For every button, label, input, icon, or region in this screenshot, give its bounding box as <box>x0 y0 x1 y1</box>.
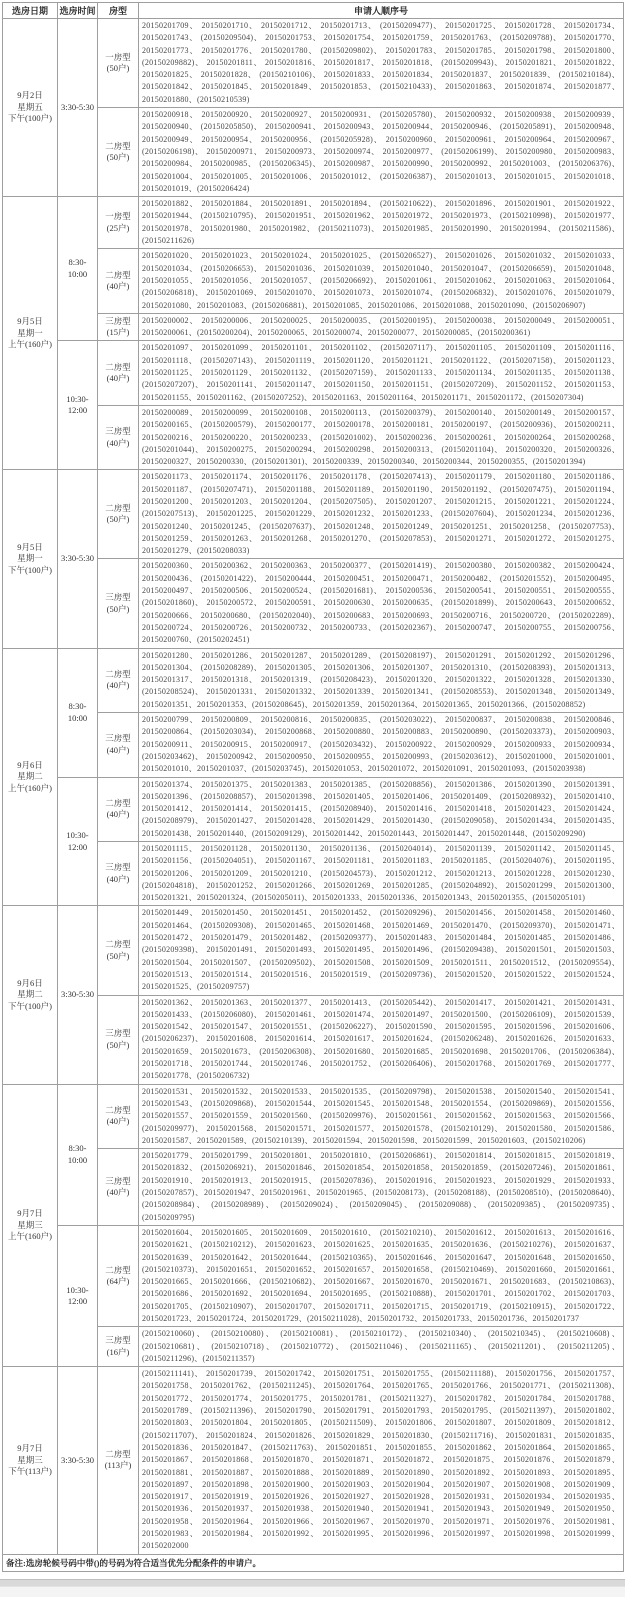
selection-date-cell <box>3 197 58 470</box>
selection-date-cell <box>3 19 58 197</box>
room-row <box>3 470 624 559</box>
applicant-numbers-cell: 20150201449、 20150201450、 20150201451、 20150201452、 (20150209296)、 20150201456、 20150201458、 20150201460、 20150201464、 (20150209308)、 20150201465、 20150201468、 20150201469、 20150201470、 (20150209370)、 20150201471、 20150201472、 20150201479、 20150201482、 (20150209377)、 20150201483、 20150201484、 20150201485、 20150201486、 (20150209398)、 20150201491、 20150201493、 20150201495、 20150201496、 (20150209438)、 20150201501、 20150201503、 20150201504、 20150201507、 (20150209502)、 20150201508、 20150201509、 20150201511、 20150201512、 (20150209554)、 20150201513、 20150201514、 20150201516、 20150201519、 (20150209736)、 20150201520、 20150201522、 20150201524、 20150201525、(20150209757) <box>139 906 624 995</box>
room-type-label: 二房型 <box>105 1104 131 1115</box>
room-type-label: 一房型 <box>105 211 131 222</box>
room-type-cell <box>98 197 139 249</box>
selection-date-line: 9月2日 <box>17 90 43 101</box>
room-row <box>3 19 624 108</box>
column-header-date: 选房日期 <box>3 3 58 19</box>
applicant-numbers-cell: 20150201362、 20150201363、 20150201377、 20150201413、 (20150205442)、 20150201417、 20150201421、 20150201431、 20150201433、 (20150206080)、 20150201461、 20150201474、 20150201497、 20150201500、 (20150206109)、 20150201539、 20150201542、 20150201547、 20150201551、 (20150206227)、 20150201590、 20150201595、 20150201596、 20150201606、 (20150206237)、 20150201608、 20150201614、 20150201617、 20150201624、 (20150206248)、 20150201626、 20150201633、 20150201659、 20150201673、 (20150206308)、 20150201680、 20150201685、 20150201698、 20150201706、 (20150206384)、 20150201718、 20150201744、 20150201746、 20150201752、 (20150206406)、 20150201768、 20150201769、 20150201777、 20150201778、(20150206732) <box>139 995 624 1084</box>
room-type-label: 三房型 <box>105 315 131 326</box>
selection-date-line: 星期三 <box>17 1454 43 1465</box>
applicant-numbers-cell: 20150200089、 20150200099、 20150200108、 20150200113、 (20150200379)、 20150200140、 20150200149、 20150200157、 20150200165、 (20150200579)、 20150200177、 20150200178、 20150200181、 20150200197、 (20150200936)、 20150200211、 20150200216、 20150200220、 20150200233、 (20150201002)、 20150200236、 20150200261、 20150200264、 20150200268、 (20150201044)、 20150200275、 20150200294、 20150200298、 20150200313、 (20150201104)、 20150200320、 20150200326、 20150200327、20150200330、(20150201301)、20150200339、20150200340、20150200344、20150200355、(20150201394) <box>139 405 624 469</box>
room-type-label: 二房型 <box>105 1448 131 1459</box>
room-type-label: 三房型 <box>105 733 131 744</box>
room-type-cell <box>98 1084 139 1148</box>
selection-date-line: 9月7日 <box>17 1208 43 1219</box>
room-type-label: 三房型 <box>105 592 131 602</box>
room-count-label: (50户) <box>106 603 130 614</box>
selection-time-cell: 3:30-5:30 <box>58 470 98 648</box>
selection-date-line: 9月7日 <box>17 1443 43 1454</box>
selection-schedule-table <box>2 2 624 1572</box>
selection-date-line: 星期五 <box>17 101 43 112</box>
page-bottom-band <box>0 1579 625 1587</box>
room-type-cell <box>98 995 139 1084</box>
header-row <box>3 3 624 19</box>
selection-time-cell: 8:30-10:00 <box>58 648 98 777</box>
room-count-label: (40户) <box>106 437 130 448</box>
selection-time-cell: 3:30-5:30 <box>58 19 98 197</box>
selection-date-line: 星期二 <box>17 771 43 782</box>
room-type-label: 三房型 <box>105 426 131 437</box>
selection-date-cell <box>3 470 58 648</box>
applicant-numbers-cell: (20150211141)、 20150201739、 20150201742、 20150201751、 20150201755、 (20150211188)、 20150201756、 20150201757、 20150201758、 20150201762、 (20150211245)、 20150201764、 20150201765、 20150201766、 20150201771、 (20150211308)、 20150201772、 20150201774、 20150201775、 20150201781、 (20150211327)、 20150201782、 20150201784、 20150201788、 20150201789、 (20150211396)、 20150201790、 20150201791、 20150201793、 20150201795、 (20150211397)、 20150201802、 20150201803、 20150201804、 20150201805、 (20150211509)、 20150201806、 20150201807、 20150201809、 20150201812、 (20150211707)、 20150201824、 20150201826、 20150201829、 20150201830、 (20150211716)、 20150201831、 20150201835、 20150201836、 20150201847、 (20150211763)、 20150201851、 20150201855、 20150201862、 20150201864、 20150201865、 20150201867、 20150201868、 20150201870、 20150201871、 20150201872、 20150201875、 20150201876、 20150201879、 20150201881、 20150201887、 20150201888、 20150201889、 20150201890、 20150201892、 20150201893、 20150201895、 20150201897、 20150201898、 20150201900、 20150201903、 20150201904、 20150201907、 20150201908、 20150201909、 20150201917、 20150201919、 20150201926、 20150201927、 20150201928、 20150201931、 20150201934、 20150201935、 20150201936、 20150201937、 20150201938、 20150201940、 20150201941、 20150201943、 20150201949、 20150201950、 20150201958、 20150201964、 20150201966、 20150201967、 20150201970、 20150201971、 20150201976、 20150201981、 20150201983、 20150201984、 20150201992、 20150201995、 20150201996、 20150201997、 20150201998、 20150201999、 20150202000 <box>139 1367 624 1554</box>
room-count-label: (50户) <box>106 1039 130 1050</box>
footer-row <box>3 1554 624 1571</box>
room-count-label: (40户) <box>106 373 130 384</box>
selection-date-line: 星期三 <box>17 1219 43 1230</box>
room-type-cell <box>98 713 139 777</box>
applicant-numbers-cell: 20150200799、 20150200809、 20150200816、 20150200835、 (20150203022)、 20150200837、 20150200838、 20150200846、 20150200864、 (20150203034)、 20150200868、 20150200880、 20150200883、 20150200890、 (20150203373)、 20150200903、 20150200911、 20150200915、 20150200917、 (20150203432)、 20150200922、 20150200929、 20150200933、 20150200934、 (20150203462)、 20150200942、 20150200950、 20150200955、 20150200993、 (20150203612)、 20150201000、 20150201001、 20150201010、20150201037、(20150203745)、20150201053、20150201072、20150201091、20150201093、(20150203938) <box>139 713 624 777</box>
room-type-cell <box>98 19 139 108</box>
applicant-numbers-cell: 20150201280、 20150201286、 20150201287、 20150201289、 (20150208197)、 20150201291、 20150201292、 20150201296、 20150201304、 (20150208289)、 20150201305、 20150201306、 20150201307、 20150201310、 (20150208393)、 20150201313、 20150201317、 20150201318、 20150201319、 (20150208423)、 20150201320、 20150201322、 20150201328、 20150201330、 (20150208524)、 20150201331、 20150201332、 20150201339、 20150201341、 (20150208553)、 20150201348、 20150201349、 20150201351、20150201353、(20150208645)、20150201359、20150201364、20150201365、20150201366、(20150208852) <box>139 648 624 712</box>
room-count-label: (50户) <box>106 152 130 163</box>
applicant-numbers-cell: 20150201604、 20150201605、 20150201609、 20150201610、 (20150210210)、 20150201612、 20150201613、 20150201616、 20150201621、 (20150210212)、 20150201623、 20150201625、 20150201635、 20150201636、 (20150210276)、 20150201637、 20150201639、 20150201642、 20150201644、 (20150210365)、 20150201646、 20150201647、 20150201648、 20150201650、 (20150210373)、 20150201651、 20150201652、 20150201657、 20150201658、 (20150210469)、 20150201660、 20150201661、 20150201665、 20150201666、 (20150210682)、 20150201667、 20150201670、 20150201671、 20150201683、 (20150210863)、 20150201686、 20150201692、 20150201694、 20150201695、 (20150210888)、 20150201701、 20150201702、 20150201703、 20150201705、 (20150210907)、 20150201707、 20150201711、 20150201715、 20150201719、 (20150210915)、 20150201722、 20150201723、20150201724、20150201729、(20150211028)、20150201732、20150201733、20150201736、20150201737 <box>139 1225 624 1326</box>
room-row <box>3 906 624 995</box>
room-type-cell <box>98 470 139 559</box>
room-type-cell <box>98 1367 139 1554</box>
selection-date-line: 下午(100户) <box>8 1000 52 1011</box>
selection-date-line: 9月6日 <box>17 759 43 770</box>
room-count-label: (16户) <box>106 1346 130 1357</box>
room-count-label: (40户) <box>106 873 130 884</box>
room-type-label: 二房型 <box>105 1264 131 1275</box>
room-row <box>3 777 624 841</box>
room-count-label: (113户) <box>104 1460 132 1471</box>
applicant-numbers-cell: 20150201115、 20150201128、 20150201130、 20150201136、 (20150204014)、 20150201139、 20150201142、 20150201145、 20150201156、 (20150204051)、 20150201167、 20150201181、 20150201183、 20150201185、 (20150204076)、 20150201195、 20150201206、 20150201209、 20150201210、 (20150204573)、 20150201212、 20150201213、 20150201228、 20150201230、 (20150204818)、 20150201252、 20150201266、 20150201269、 20150201285、 (20150204892)、 20150201299、 20150201300、 20150201321、20150201324、(20150205011)、20150201333、20150201336、20150201343、20150201355、(20150205101) <box>139 842 624 906</box>
selection-date-cell <box>3 1367 58 1554</box>
applicant-numbers-cell: 20150201779、 20150201799、 20150201801、 20150201810、 (20150206861)、 20150201814、 20150201815、 20150201819、 20150201832、 (20150206921)、 20150201846、 20150201854、 20150201858、 20150201859、 (20150207246)、 20150201861、 20150201910、 20150201913、 20150201915、 (20150207836)、 20150201916、 20150201923、 20150201929、 20150201933、 (20150207857)、20150201947、20150201961、20150201965、(20150208173)、(20150208188)、(20150208510)、(20150208640)、 (20150208984)、 (20150208989)、 (20150209024)、 (20150209045)、 (20150209088)、 (20150209385)、 (20150209735)、 (20150209795) <box>139 1149 624 1226</box>
applicant-numbers-cell: 20150201173、 20150201174、 20150201176、 20150201178、 (20150207413)、 20150201179、 20150201180、 20150201186、 20150201187、 (20150207471)、 20150201188、 20150201189、 20150201190、 20150201192、 (20150207475)、 20150201194、 20150201200、 20150201203、 20150201204、 (20150207505)、 20150201207、 20150201215、 20150201221、 20150201224、 (20150207513)、 20150201225、 20150201229、 20150201232、 20150201233、 (20150207604)、 20150201234、 20150201236、 20150201240、 20150201245、 (20150207637)、 20150201248、 20150201249、 20150201251、 20150201258、 (20150207753)、 20150201259、 20150201263、 20150201268、 20150201270、 (20150207853)、 20150201271、 20150201272、 20150201275、 20150201279、(20150208033) <box>139 470 624 559</box>
selection-date-line: 星期一 <box>17 327 43 338</box>
selection-time-cell: 3:30-5:30 <box>58 1367 98 1554</box>
room-type-label: 二房型 <box>105 502 131 513</box>
room-type-label: 二房型 <box>105 797 131 808</box>
selection-time-cell: 8:30-10:00 <box>58 197 98 341</box>
room-type-cell <box>98 559 139 648</box>
applicant-numbers-cell: 20150201531、 20150201532、 20150201533、 20150201535、 (20150209798)、 20150201538、 20150201540、 20150201541、 20150201543、 (20150209868)、 20150201544、 20150201545、 20150201548、 20150201554、 (20150209869)、 20150201556、 20150201557、 20150201559、 20150201560、 (20150209976)、 20150201561、 20150201562、 20150201563、 20150201566、 (20150209977)、 20150201568、 20150201571、 20150201577、 20150201578、 (20150210129)、 20150201580、 20150201586、 20150201587、20150201589、(20150210139)、20150201594、20150201598、20150201599、20150201603、(20150210206) <box>139 1084 624 1148</box>
applicant-numbers-cell: 20150201020、 20150201023、 20150201024、 20150201025、 (20150206527)、 20150201026、 20150201032、 20150201033、 20150201034、 (20150206653)、 20150201036、 20150201039、 20150201040、 20150201047、 (20150206659)、 20150201048、 20150201055、 20150201056、 20150201057、 (20150206692)、 20150201061、 20150201062、 20150201063、 20150201064、 (20150206818)、 20150201069、 20150201070、 20150201073、 20150201074、 (20150206832)、 20150201076、 20150201079、 20150201080、20150201083、(20150206881)、20150201085、20150201086、20150201088、20150201090、(20150206907) <box>139 249 624 313</box>
room-type-cell <box>98 1327 139 1367</box>
room-count-label: (50户) <box>106 63 130 74</box>
remark-note: 备注:选房轮候号码中带()的号码为符合适当优先分配条件的申请户。 <box>3 1554 624 1571</box>
applicant-numbers-cell: (20150210060)、 (20150210080)、 (20150210081)、 (20150210172)、 (20150210340)、 (20150210345)、 (20150210608)、 (20150210681)、 (20150210718)、 (20150210772)、 (20150211046)、 (20150211165)、 (20150211201)、 (20150211205)、 (20150211296)、(20150211357) <box>139 1327 624 1367</box>
selection-time-cell: 10:30-12:00 <box>58 341 98 470</box>
room-type-label: 三房型 <box>105 1028 131 1039</box>
column-header-applicant-numbers: 申请人顺序号 <box>139 3 624 19</box>
selection-date-line: 上午(160户) <box>8 339 52 350</box>
page-background-rest <box>0 1587 625 1597</box>
room-type-label: 一房型 <box>105 51 131 62</box>
room-count-label: (64户) <box>106 1276 130 1287</box>
room-row <box>3 197 624 249</box>
room-count-label: (15户) <box>106 327 130 338</box>
applicant-numbers-cell: 20150201374、 20150201375、 20150201383、 20150201385、 (20150208856)、 20150201386、 20150201390、 20150201391、 20150201396、 (20150208857)、 20150201398、 20150201405、 20150201406、 20150201409、 (20150208932)、 20150201410、 20150201412、 20150201414、 20150201415、 (20150208940)、 20150201416、 20150201418、 20150201423、 20150201424、 (20150208979)、 20150201427、 20150201428、 20150201429、 20150201430、 (20150209058)、 20150201434、 20150201435、 20150201438、20150201440、(20150209129)、20150201442、20150201443、20150201447、20150201448、(20150209290) <box>139 777 624 841</box>
room-count-label: (40户) <box>106 1187 130 1198</box>
room-count-label: (50户) <box>106 950 130 961</box>
applicant-numbers-cell: 20150200918、 20150200920、 20150200927、 20150200931、 (20150205780)、 20150200932、 20150200938、 20150200939、 20150200940、 (20150205850)、 20150200941、 20150200943、 20150200944、 20150200946、 (20150205891)、 20150200948、 20150200949、 20150200954、 20150200956、 (20150205928)、 20150200960、 20150200961、 20150200964、 20150200967、 (20150206198)、 20150200971、 20150200973、 20150200974、 20150200977、 (20150206199)、 20150200980、 20150200983、 20150200984、 20150200985、 (20150206345)、 20150200987、 20150200990、 20150200992、 20150201003、 (20150206376)、 20150201004、 20150201005、 20150201006、 20150201012、 (20150206387)、 20150201013、 20150201015、 20150201018、 20150201019、(20150206424) <box>139 108 624 197</box>
selection-date-cell <box>3 906 58 1084</box>
room-type-label: 二房型 <box>105 939 131 950</box>
room-type-cell <box>98 648 139 712</box>
room-count-label: (50户) <box>106 514 130 525</box>
selection-date-line: 下午(100户) <box>8 564 52 575</box>
room-type-label: 二房型 <box>105 140 131 151</box>
room-type-label: 二房型 <box>105 668 131 679</box>
room-type-cell <box>98 249 139 313</box>
selection-time-cell: 8:30-10:00 <box>58 1084 98 1225</box>
page-bottom-gap <box>0 1572 625 1579</box>
applicant-numbers-cell: 20150201097、 20150201099、 20150201101、 20150201102、 (20150207117)、 20150201105、 20150201109、 20150201116、 20150201118、 (20150207143)、 20150201119、 20150201120、 20150201121、 20150201122、 (20150207158)、 20150201123、 20150201125、 20150201129、 20150201132、 (20150207159)、 20150201133、 20150201134、 20150201135、 20150201138、 (20150207207)、 20150201141、 20150201147、 20150201150、 20150201151、 (20150207209)、 20150201152、 20150201153、 20150201155、20150201162、(20150207252)、20150201163、20150201164、20150201171、20150201172、(20150207304) <box>139 341 624 405</box>
room-row <box>3 341 624 405</box>
selection-time-cell: 10:30-12:00 <box>58 1225 98 1366</box>
selection-time-cell: 10:30-12:00 <box>58 777 98 906</box>
room-type-cell <box>98 341 139 405</box>
room-type-cell <box>98 108 139 197</box>
room-type-cell <box>98 777 139 841</box>
applicant-numbers-cell: 20150200360、 20150200362、 20150200363、 20150200377、 (20150201419)、 20150200380、 20150200382、 20150200424、 20150200436、 (20150201422)、 20150200444、 20150200451、 20150200471、 20150200482、 (20150201552)、 20150200495、 20150200497、 20150200506、 20150200524、 (20150201681)、 20150200536、 20150200541、 20150200551、 20150200555、 (20150201860)、 20150200572、 20150200591、 20150200630、 20150200635、 (20150201899)、 20150200643、 20150200652、 20150200666、 20150200680、 (20150202040)、 20150200683、 20150200693、 20150200716、 20150200720、 (20150202289)、 20150200724、 20150200726、 20150200732、 20150200733、 (20150202367)、 20150200747、 20150200755、 20150200756、 20150200760、(20150202451) <box>139 559 624 648</box>
column-header-room-type: 房型 <box>98 3 139 19</box>
selection-date-line: 下午(100户) <box>8 113 52 124</box>
room-count-label: (40户) <box>106 744 130 755</box>
room-count-label: (40户) <box>106 809 130 820</box>
column-header-time: 选房时间 <box>58 3 98 19</box>
room-row <box>3 1225 624 1326</box>
selection-date-line: 下午(113户) <box>8 1466 52 1477</box>
room-type-cell <box>98 906 139 995</box>
room-row <box>3 1367 624 1554</box>
room-type-label: 三房型 <box>105 1335 131 1346</box>
room-type-label: 三房型 <box>105 1175 131 1186</box>
room-type-cell <box>98 842 139 906</box>
room-count-label: (40户) <box>106 680 130 691</box>
room-count-label: (25户) <box>106 222 130 233</box>
selection-date-cell <box>3 648 58 906</box>
selection-date-cell <box>3 1084 58 1367</box>
applicant-numbers-cell: 20150201709、 20150201710、 20150201712、 20150201713、 (20150209477)、 20150201725、 20150201728、 20150201734、 20150201743、 (20150209504)、 20150201753、 20150201754、 20150201759、 20150201763、 (20150209788)、 20150201770、 20150201773、 20150201776、 20150201780、 (20150209802)、 20150201783、 20150201785、 20150201798、 20150201800、 (20150209882)、 20150201811、 20150201816、 20150201817、 20150201818、 (20150209943)、 20150201821、 20150201822、 20150201825、 20150201828、 (20150210106)、 20150201833、 20150201834、 20150201837、 20150201839、 (20150210184)、 20150201842、 20150201845、 20150201849、 20150201853、 (20150210433)、 20150201863、 20150201874、 20150201877、 20150201880、(20150210539) <box>139 19 624 108</box>
selection-date-line: 星期二 <box>17 989 43 1000</box>
room-type-label: 二房型 <box>105 361 131 372</box>
selection-date-line: 9月6日 <box>17 977 43 988</box>
selection-date-line: 上午(160户) <box>8 1231 52 1242</box>
room-type-cell <box>98 1225 139 1326</box>
applicant-numbers-cell: 20150200002、 20150200006、 20150200025、 20150200035、 (20150200195)、 20150200038、 20150200049、 20150200051、 20150200061、(20150200204)、20150200065、20150200074、20150200077、20150200085、(20150200361) <box>139 313 624 341</box>
room-row <box>3 1084 624 1148</box>
selection-date-line: 9月5日 <box>17 541 43 552</box>
selection-date-line: 星期一 <box>17 553 43 564</box>
selection-time-cell: 3:30-5:30 <box>58 906 98 1084</box>
room-count-label: (40户) <box>106 1116 130 1127</box>
room-type-label: 三房型 <box>105 862 131 873</box>
room-type-cell <box>98 313 139 341</box>
room-type-label: 二房型 <box>105 269 131 280</box>
room-row <box>3 648 624 712</box>
selection-date-line: 9月5日 <box>17 316 43 327</box>
room-count-label: (40户) <box>106 281 130 292</box>
room-type-cell <box>98 1149 139 1226</box>
applicant-numbers-cell: 20150201882、 20150201884、 20150201891、 20150201894、 (20150210622)、 20150201896、 20150201901、 20150201922、 20150201944、 (20150210795)、 20150201951、 20150201962、 20150201972、 20150201973、 (20150210998)、 20150201977、 20150201978、 20150201980、 20150201982、 (20150211073)、 20150201985、 20150201990、 20150201994、 (20150211586)、 (20150211626) <box>139 197 624 249</box>
room-type-cell <box>98 405 139 469</box>
selection-date-line: 上午(160户) <box>8 782 52 793</box>
